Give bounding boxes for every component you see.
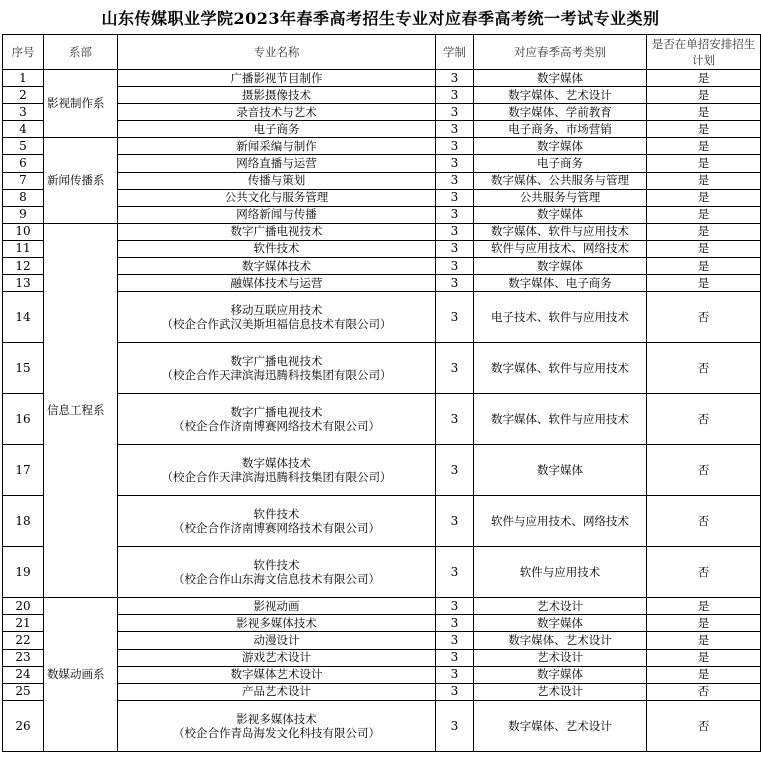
header-category: 对应春季高考类别 [474,35,647,70]
category-cell: 艺术设计 [474,649,647,666]
years-cell: 3 [436,138,474,155]
years-cell: 3 [436,258,474,275]
major-name: 产品艺术设计 [242,684,311,699]
row-number: 9 [3,206,44,223]
major-name: 数字媒体艺术设计 [230,667,323,682]
major-name: 数字广播电视技术 [230,224,323,239]
category-cell: 艺术设计 [474,598,647,615]
major-name: 录音技术与艺术 [236,104,317,119]
major-name: 影视多媒体技术 [236,615,317,630]
major-name: 影视多媒体技术 [236,711,317,726]
category-cell: 数字媒体 [474,138,647,155]
category-cell: 软件与应用技术、网络技术 [474,240,647,257]
years-cell: 3 [436,649,474,666]
department-cell: 信息工程系 [44,223,118,597]
row-number: 2 [3,87,44,104]
row-number: 18 [3,496,44,547]
major-partner: （校企合作济南博赛网络技术有限公司） [173,419,380,434]
major-name: 数字媒体技术 [242,258,311,273]
category-cell: 软件与应用技术、网络技术 [474,496,647,547]
single-plan-cell: 是 [647,666,761,683]
years-cell: 3 [436,104,474,121]
row-number: 15 [3,343,44,394]
major-name-cell [118,104,436,121]
single-plan-cell: 否 [647,394,761,445]
years-cell: 3 [436,223,474,240]
single-plan-cell: 否 [647,343,761,394]
years-cell: 3 [436,70,474,87]
table-row [3,223,761,240]
category-cell: 数字媒体、电子商务 [474,275,647,292]
row-number: 14 [3,292,44,343]
department-cell: 影视制作系 [44,70,118,138]
category-cell: 数字媒体 [474,615,647,632]
major-name: 电子商务 [253,121,300,136]
table-row [3,598,761,615]
row-number: 21 [3,615,44,632]
major-name-cell [118,240,436,257]
major-name: 新闻采编与制作 [236,138,317,153]
major-partner: （校企合作天津滨海迅腾科技集团有限公司） [161,368,392,383]
header-single: 是否在单招安排招生计划 [647,35,761,70]
major-name: 软件技术 [253,507,300,522]
major-name-cell [118,121,436,138]
major-name: 公共文化与服务管理 [224,190,329,205]
major-name: 游戏艺术设计 [242,650,311,665]
category-cell: 公共服务与管理 [474,189,647,206]
row-number: 8 [3,189,44,206]
header-years: 学制 [436,35,474,70]
row-number: 7 [3,172,44,189]
years-cell: 3 [436,700,474,751]
category-cell: 电子技术、软件与应用技术 [474,292,647,343]
major-name-cell [118,598,436,615]
major-name-cell [118,343,436,394]
single-plan-cell: 是 [647,615,761,632]
category-cell: 数字媒体 [474,206,647,223]
major-name-cell [118,683,436,700]
major-name: 软件技术 [253,558,300,573]
years-cell: 3 [436,666,474,683]
single-plan-cell: 是 [647,70,761,87]
major-name: 数字广播电视技术 [230,354,323,369]
category-cell: 数字媒体、软件与应用技术 [474,223,647,240]
row-number: 20 [3,598,44,615]
single-plan-cell: 是 [647,121,761,138]
department-cell: 数媒动画系 [44,598,118,752]
row-number: 24 [3,666,44,683]
major-name-cell [118,632,436,649]
major-name: 数字广播电视技术 [230,405,323,420]
years-cell: 3 [436,547,474,598]
major-name: 摄影摄像技术 [242,87,311,102]
major-name-cell [118,700,436,751]
row-number: 23 [3,649,44,666]
header-major: 专业名称 [118,35,436,70]
major-name-cell [118,666,436,683]
table-row [3,138,761,155]
major-name: 传播与策划 [247,173,306,188]
single-plan-cell: 否 [647,700,761,751]
single-plan-cell: 是 [647,598,761,615]
majors-table [2,34,761,752]
years-cell: 3 [436,343,474,394]
row-number: 11 [3,240,44,257]
major-name: 融媒体技术与运营 [230,275,323,290]
page-title: 山东传媒职业学院2023年春季高考招生专业对应春季高考统一考试专业类别 [101,8,660,28]
single-plan-cell: 是 [647,258,761,275]
major-name: 移动互联应用技术 [230,303,323,318]
years-cell: 3 [436,172,474,189]
major-name-cell [118,275,436,292]
major-partner: （校企合作青岛海发文化科技有限公司） [173,725,380,740]
years-cell: 3 [436,206,474,223]
major-name-cell [118,547,436,598]
major-name-cell [118,138,436,155]
category-cell: 电子商务、市场营销 [474,121,647,138]
row-number: 16 [3,394,44,445]
row-number: 19 [3,547,44,598]
row-number: 5 [3,138,44,155]
row-number: 22 [3,632,44,649]
single-plan-cell: 是 [647,87,761,104]
years-cell: 3 [436,615,474,632]
row-number: 1 [3,70,44,87]
major-name-cell [118,258,436,275]
category-cell: 艺术设计 [474,683,647,700]
single-plan-cell: 是 [647,649,761,666]
years-cell: 3 [436,240,474,257]
major-name-cell [118,172,436,189]
years-cell: 3 [436,445,474,496]
major-name: 影视动画 [253,598,300,613]
row-number: 3 [3,104,44,121]
major-name: 软件技术 [253,241,300,256]
major-name-cell [118,649,436,666]
single-plan-cell: 是 [647,172,761,189]
row-number: 13 [3,275,44,292]
category-cell: 数字媒体、学前教育 [474,104,647,121]
category-cell: 软件与应用技术 [474,547,647,598]
years-cell: 3 [436,275,474,292]
row-number: 10 [3,223,44,240]
major-name: 网络新闻与传播 [236,207,317,222]
years-cell: 3 [436,598,474,615]
major-name-cell [118,189,436,206]
major-partner: （校企合作天津滨海迅腾科技集团有限公司） [161,470,392,485]
single-plan-cell: 否 [647,547,761,598]
category-cell: 数字媒体、艺术设计 [474,632,647,649]
major-name-cell [118,496,436,547]
category-cell: 数字媒体 [474,666,647,683]
major-name: 网络直播与运营 [236,156,317,171]
department-cell: 新闻传播系 [44,138,118,223]
category-cell: 数字媒体、艺术设计 [474,700,647,751]
years-cell: 3 [436,496,474,547]
row-number: 26 [3,700,44,751]
years-cell: 3 [436,394,474,445]
category-cell: 数字媒体、公共服务与管理 [474,172,647,189]
years-cell: 3 [436,155,474,172]
row-number: 25 [3,683,44,700]
category-cell: 数字媒体、软件与应用技术 [474,343,647,394]
category-cell: 数字媒体 [474,445,647,496]
row-number: 12 [3,258,44,275]
major-name-cell [118,155,436,172]
header-row [3,35,761,70]
table-row [3,70,761,87]
single-plan-cell: 是 [647,138,761,155]
years-cell: 3 [436,87,474,104]
major-name-cell [118,394,436,445]
row-number: 17 [3,445,44,496]
row-number: 4 [3,121,44,138]
single-plan-cell: 是 [647,206,761,223]
major-name-cell [118,445,436,496]
single-plan-cell: 否 [647,683,761,700]
major-name-cell [118,292,436,343]
single-plan-cell: 否 [647,292,761,343]
single-plan-cell: 否 [647,496,761,547]
category-cell: 数字媒体、艺术设计 [474,87,647,104]
major-name: 动漫设计 [253,632,300,647]
major-name: 广播影视节目制作 [230,70,323,85]
single-plan-cell: 否 [647,445,761,496]
years-cell: 3 [436,632,474,649]
major-name-cell [118,615,436,632]
row-number: 6 [3,155,44,172]
single-plan-cell: 是 [647,275,761,292]
years-cell: 3 [436,292,474,343]
major-partner: （校企合作济南博赛网络技术有限公司） [173,521,380,536]
major-name-cell [118,70,436,87]
header-dept: 系部 [44,35,118,70]
major-partner: （校企合作武汉美斯坦福信息技术有限公司） [161,317,392,332]
single-plan-cell: 是 [647,223,761,240]
single-plan-cell: 是 [647,632,761,649]
single-plan-cell: 是 [647,240,761,257]
header-no: 序号 [3,35,44,70]
single-plan-cell: 是 [647,104,761,121]
major-name-cell [118,87,436,104]
category-cell: 数字媒体、软件与应用技术 [474,394,647,445]
category-cell: 数字媒体 [474,258,647,275]
years-cell: 3 [436,189,474,206]
major-partner: （校企合作山东海文信息技术有限公司） [173,572,380,587]
major-name-cell [118,206,436,223]
single-plan-cell: 是 [647,155,761,172]
single-plan-cell: 是 [647,189,761,206]
major-name-cell [118,223,436,240]
category-cell: 数字媒体 [474,70,647,87]
years-cell: 3 [436,121,474,138]
major-name: 数字媒体技术 [242,456,311,471]
category-cell: 电子商务 [474,155,647,172]
years-cell: 3 [436,683,474,700]
